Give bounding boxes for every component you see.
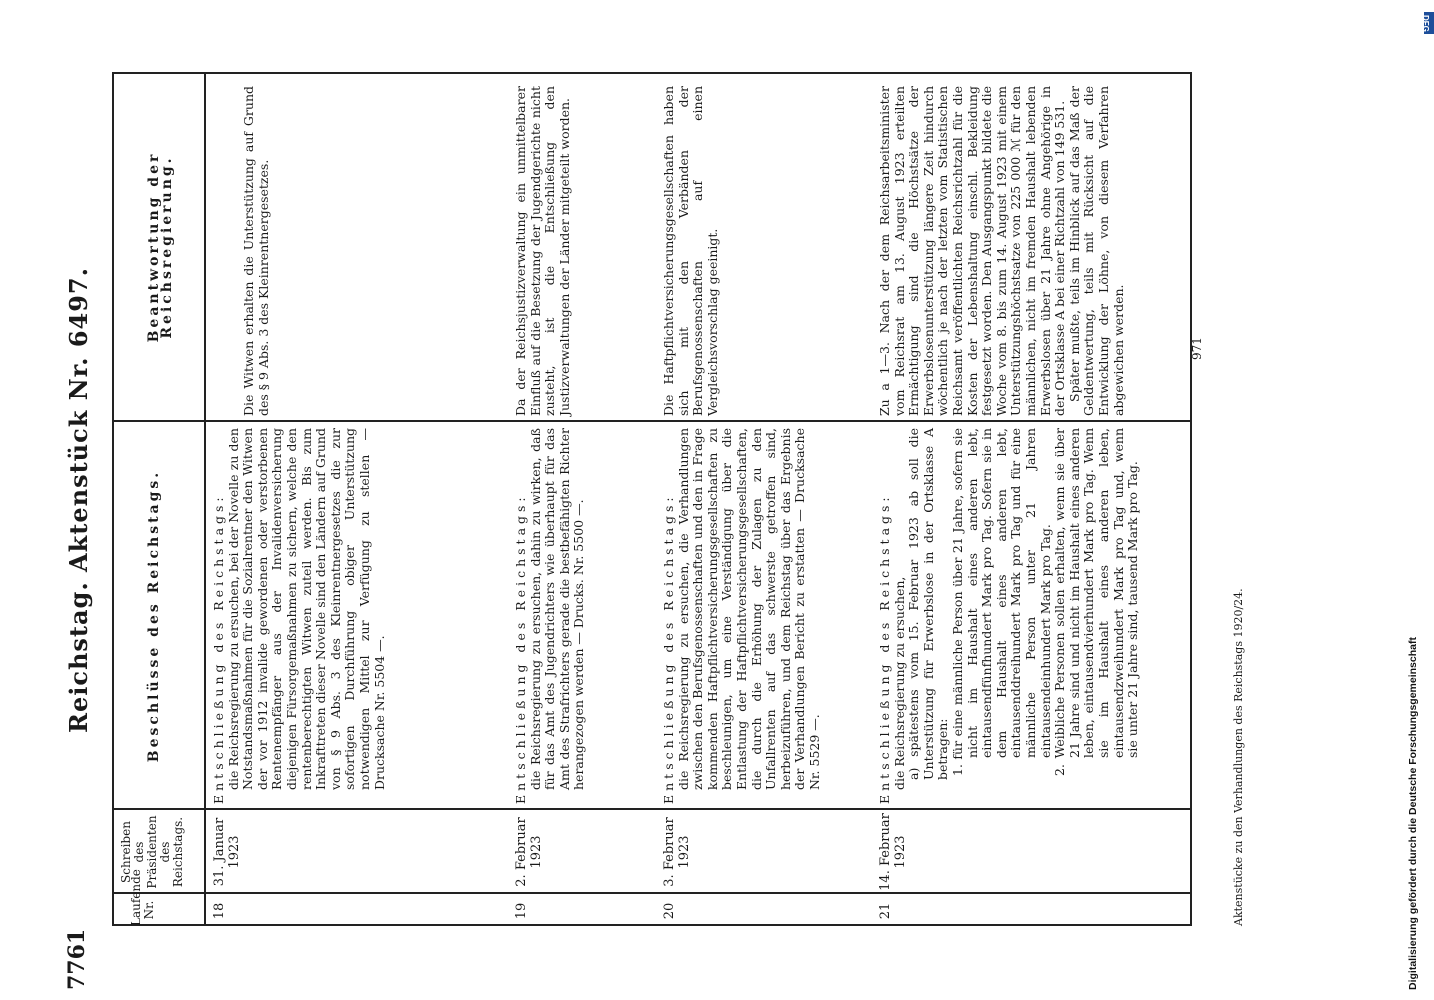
resolution-item-1: 1. für eine männliche Person über 21 Jahre, sofern sie nicht im Haushalt eines anderen lebt, eintausendfünfhundert Mark pro Tag. Sofern sie in dem Haushalt eines anderen lebt, eintausenddreihundert Mark pro Tag und für eine männliche Person unter 21 Jahren eintausendeinhundert Mark pro Tag. (949, 428, 1053, 776)
row-resolution (514, 428, 587, 804)
resolution-text: die Reichsregierung zu ersuchen, (891, 576, 907, 790)
answer-part-1: Zu a 1—3. Nach der dem Reichsarbeitsminister vom Reichsrat am 13. August 1923 erteilten Ermächtigung sind die Höchstsätze der Erwerbslosenunterstützung längere Zeit hindurch wöchentlich je nach der letzten vom Statistischen Reichsamt veröffentlichten Reichsrichtzahl für die Kosten der Lebenshaltung einschl. Bekleidung festgesetzt worden. Den Ausgangspunkt bildete die Woche vom 8. bis zum 14. August 1923 mit einem Unterstützungshöchstsatze von 225 000 ℳ für den männlichen, nicht im fremden Haushalt lebenden Erwerbslosen über 21 Jahre ohne Angehörige in der Ortsklasse A bei einer Richtzahl von 149 531. (877, 86, 1068, 416)
table-bottom-rule (1190, 72, 1192, 926)
colhead-beantwortung: Beantwortung der Reichsregierung. (146, 151, 175, 343)
resolution-sub-a: a) spätestens vom 15. Februar 1923 ab soll die Unterstützung für Erwerbslose in der Ortsklasse A betragen: (906, 428, 951, 780)
table-top-rule (112, 72, 114, 926)
resolution-lead: Entschließung des Reichstags: (513, 493, 528, 804)
col-divider-2 (112, 809, 1192, 811)
resolution-text: die Reichsregierung zu ersuchen, dahin zu wirken, daß für das Amt des Jugendrichters wie überhaupt für das Amt des Strafrichters gerade die bestbefähigten Richter herangezogen werden — Drucks. Nr. 5500 —. (527, 428, 587, 790)
footnote: Aktenstücke zu den Verhandlungen des Reichstags 1920/24. (1232, 588, 1245, 926)
col-divider-3 (112, 421, 1192, 423)
row-number: 19 (514, 902, 529, 920)
row-answer: Die Witwen erhalten die Unterstützung auf Grund des § 9 Abs. 3 des Kleinrentnergesetzes. (241, 86, 271, 416)
dfg-logo: DFG (1424, 12, 1434, 34)
table-right-rule (112, 73, 1192, 75)
resolution-lead: Entschließung des Reichstags: (211, 493, 226, 804)
resolution-text: die Reichsregierung zu ersuchen, die Verhandlungen zwischen den Berufsgenossenschaften und den in Frage kommenden Haftpflichtversicherungsgesellschaften zu beschleunigen, um eine Verständigung über die Entlastung der Haftpflichtversicherungsgesellschaften, die durch die Erhöhung der Zulagen zu den Unfallrenten auf das schwerste getroffen sind, herbeizuführen, und dem Reichstag über das Ergebnis der Verhandlungen Bericht zu erstatten — Drucksache Nr. 5529 —. (675, 428, 822, 790)
colhead-beschluesse: Beschlüsse des Reichstags. (146, 469, 162, 763)
row-number: 20 (662, 902, 677, 920)
resolution-text: die Reichsregierung zu ersuchen, bei der Novelle zu den Notstandsmaßnahmen für die Sozialrentner den Witwen der vor 1912 invalide gewordenen oder verstorbenen Rentenempfänger aus der Invalidenversicherung diejenigen Fürsorgemaßnahmen zu sichern, welche den rentenberechtigten Witwen zuteil werden. Bis zum Inkrafttreten dieser Novelle sind den Ländern auf Grund von § 9 Abs. 3 des Kleinrentnergesetzes die zur sofortigen Durchführung obiger Unterstützung notwendigen Mittel zur Verfügung zu stellen — Drucksache Nr. 5504 —. (225, 428, 387, 790)
row-answer: Da der Reichsjustizverwaltung ein unmittelbarer Einfluß auf die Besetzung der Jugendgerichte nicht zusteht, ist die Entschließung den Justizverwaltungen der Länder mitgeteilt worden. (513, 86, 572, 416)
row-number: 18 (212, 902, 227, 920)
col-divider-1 (112, 893, 1192, 895)
row-date: 2. Februar 1923 (514, 817, 544, 887)
table-left-rule (112, 925, 1192, 927)
page-mark: 971 (1190, 337, 1204, 360)
answer-part-2: Später mußte, teils im Hinblick auf das Maß der Geldentwertung, teils mit Rücksicht auf die Entwicklung der Löhne, von diesem Verfahren abgewichen werden. (1066, 86, 1126, 416)
row-resolution (662, 428, 823, 804)
resolution-lead: Entschließung des Reichstags: (877, 493, 892, 804)
resolution-item-2: 2. Weibliche Personen sollen erhalten, wenn sie über 21 Jahre sind und nicht im Haushalt eines anderen leben, eintausendvierhundert Mark pro Tag. Wenn sie im Haushalt eines anderen leben, eintausendzweihundert Mark pro Tag und, wenn sie unter 21 Jahre sind, tausend Mark pro Tag. (1052, 428, 1141, 776)
colhead-lfd: Laufende Nr. (129, 869, 156, 926)
row-resolution (878, 428, 1141, 804)
colhead-schreiben: Schreiben des Präsidenten des Reichstags. (119, 815, 185, 889)
row-date: 14. Februar 1923 (878, 813, 908, 891)
row-date: 31. Januar 1923 (212, 817, 242, 887)
row-answer: Die Haftpflichtversicherungsgesellschaften haben sich mit den Verbänden der Berufsgenossenschaften auf einen Vergleichsvorschlag geeinigt. (661, 86, 720, 416)
dfg-credit-text: Digitalisierung gefördert durch die Deutsche Forschungsgemeinschaft (1407, 637, 1419, 990)
table-header-rule (204, 72, 206, 926)
row-number: 21 (878, 902, 893, 920)
row-date: 3. Februar 1923 (662, 817, 692, 887)
page-number: 7761 (64, 928, 90, 990)
row-answer (878, 86, 1126, 416)
page-title: Reichstag. Aktenstück Nr. 6497. (64, 267, 93, 733)
resolutions-table (112, 72, 1192, 926)
resolution-lead: Entschließung des Reichstags: (661, 493, 676, 804)
page-header (56, 0, 116, 1000)
row-resolution (212, 428, 387, 804)
